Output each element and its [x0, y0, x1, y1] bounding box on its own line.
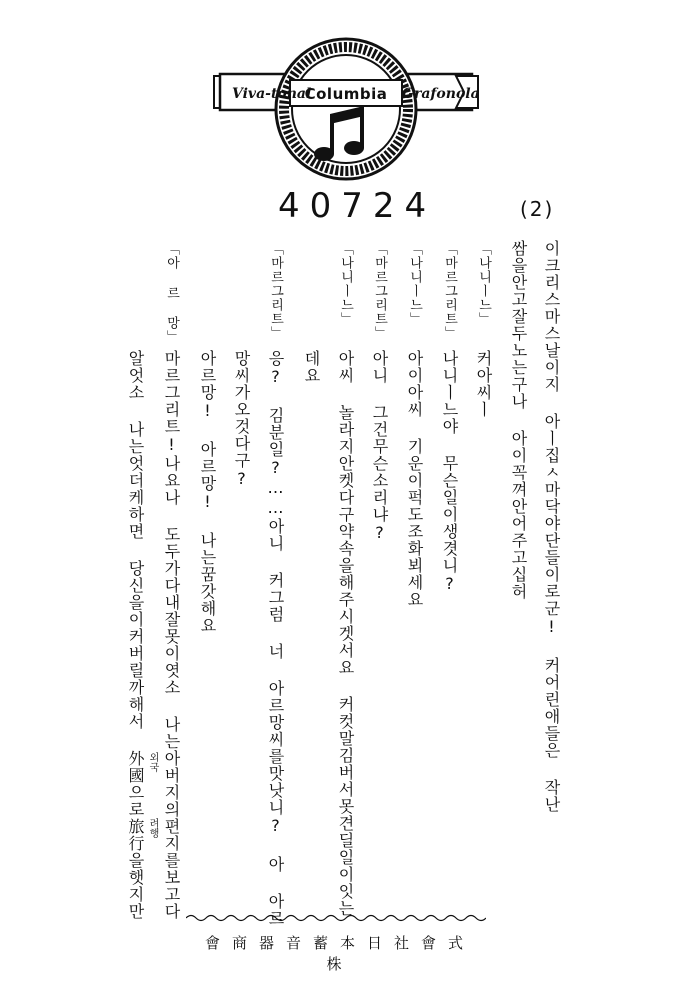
lyric-line-10: 마르그리트!나요나 도두가다내잘못이엿소 나는아버지의편지를보고다: [162, 350, 181, 920]
page-number: (2): [520, 197, 555, 221]
speaker-label: 「마르그리트」: [442, 242, 457, 340]
ribbon-right-text: Grafonola: [402, 86, 480, 102]
record-number: 40724: [278, 186, 437, 226]
ruby-reading: 외국: [147, 752, 158, 772]
ribbon-left-text: Viva-tonal: [232, 86, 312, 102]
speaker-label: 「아 르 망」: [164, 242, 179, 344]
wavy-divider: [186, 912, 486, 924]
lyric-line-6: 아니 그건무슨소리냐?: [370, 350, 389, 543]
speaker-label: 「나니ㅣ느」: [407, 242, 422, 326]
lyric-line-8: 응? 김분일?……아니 커그럼 너 아르망씨를맛낫니? 아 아르: [266, 350, 285, 927]
publisher-name: 會商器音蓄本日社會式株: [204, 934, 475, 973]
speaker-label: 「마르그리트」: [268, 242, 283, 340]
lyric-line-9: 아르망! 아르망! 나는꿈갓해요: [198, 350, 217, 634]
lyric-line-1: 이크리스마스날이지 아ㅣ집ㅅ마닥야단들이로군! 커어린애들은 작난: [542, 240, 561, 813]
lyric-line-2: 쌈을안고잘두노는구나 아이꼭껴안어주고십허: [509, 240, 528, 600]
brand-name: Columbia: [304, 85, 388, 103]
lyric-line-4: 나니ㅣ느야 무슨일이생겻니?: [440, 350, 459, 594]
columbia-logo: [206, 34, 486, 184]
lyric-line-7: 아씨 놀라지안켓다구약속을해주시겟서요 커컷말김버서못견딜일이잇는: [336, 350, 355, 917]
lyric-line-8-cont: 망씨가오것다구?: [232, 350, 251, 489]
speaker-label: 「나니ㅣ느」: [476, 242, 491, 326]
lyric-line-3: 커아씨ㅣ: [474, 350, 493, 418]
lyric-line-10-cont: 알엇소 나는엇더케하면 당신을이커버릴까해서 外國으로旅行을햇지만: [126, 350, 145, 920]
ruby-reading: 려행: [147, 818, 158, 838]
speaker-label: 「나니ㅣ느」: [338, 242, 353, 326]
lyric-line-7-cont: 데요: [302, 350, 321, 384]
speaker-label: 「마르그리트」: [372, 242, 387, 340]
lyric-line-5: 아이아씨 기운이퍽도조화뵈세요: [405, 350, 424, 608]
